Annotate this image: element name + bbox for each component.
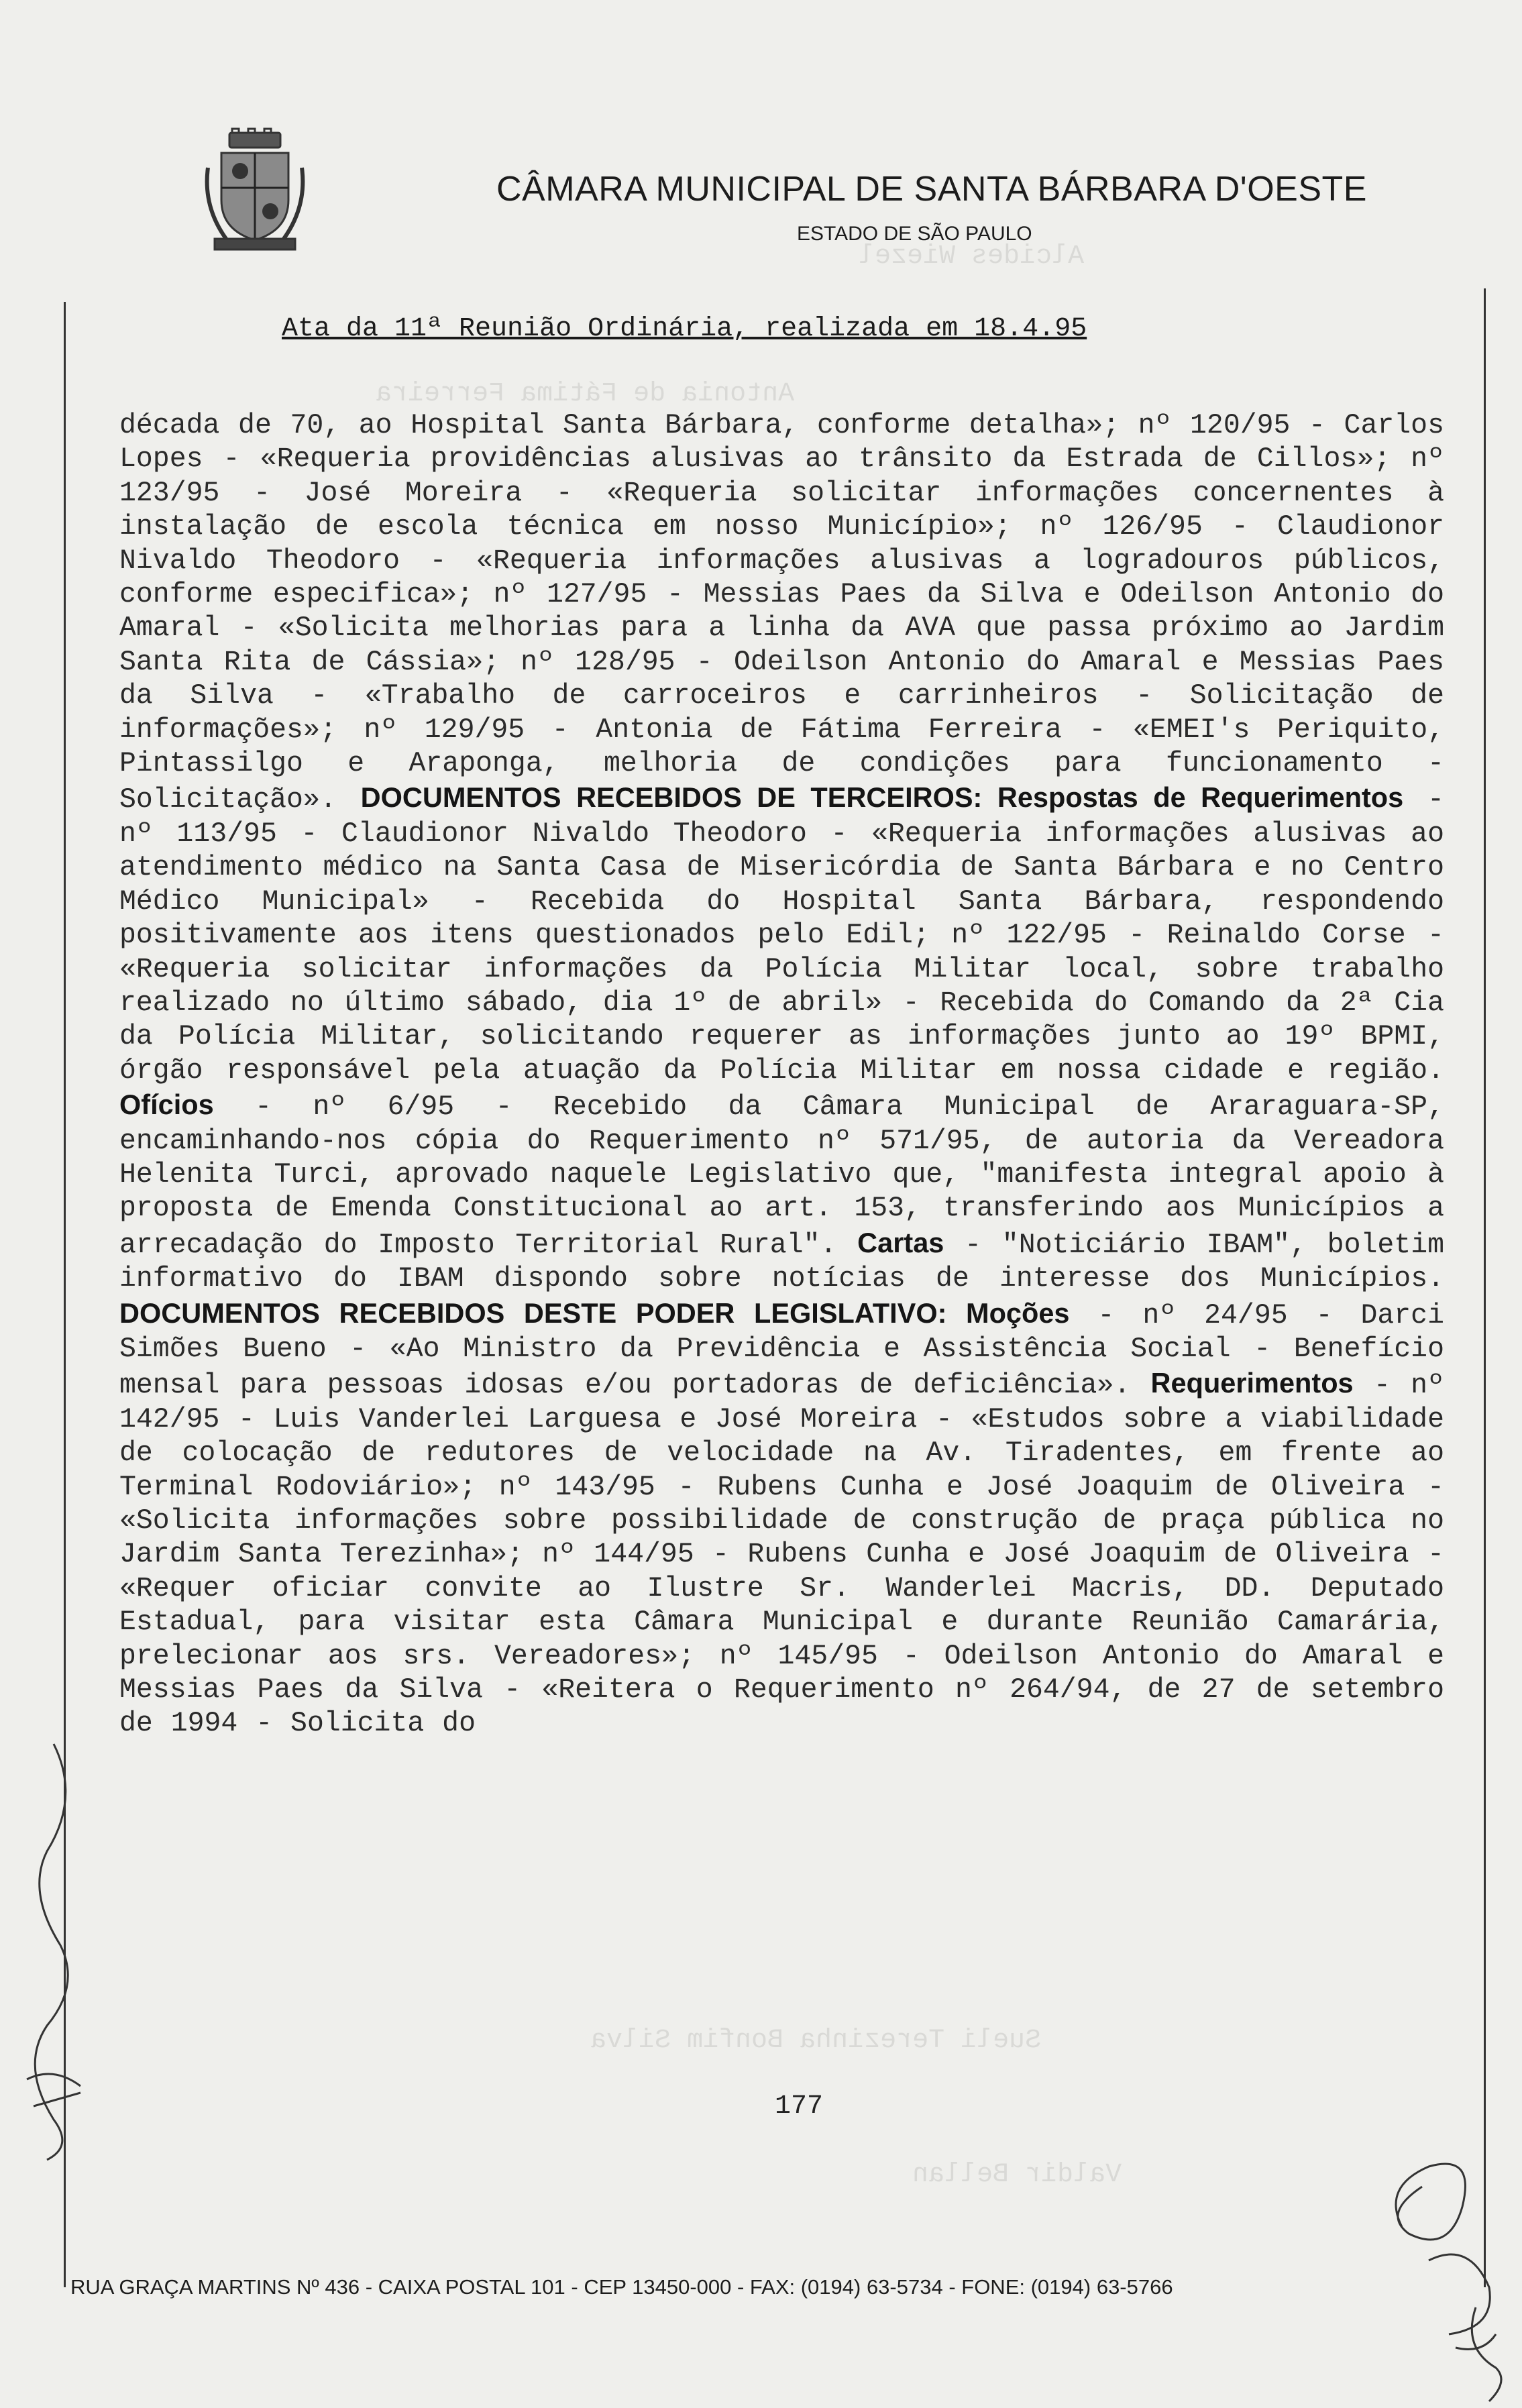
coat-of-arms-icon	[201, 127, 309, 255]
section-heading: DOCUMENTOS RECEBIDOS DE TERCEIROS: Respostas de Requerimentos	[360, 781, 1404, 814]
section-heading: Requerimentos	[1150, 1367, 1354, 1399]
section-heading: Cartas	[857, 1226, 944, 1258]
section-heading: Ofícios	[119, 1089, 214, 1121]
body-segment: - "Noticiário IBAM", boletim informativo do IBAM dispondo sobre notícias de interesse dos Municípios.	[119, 1229, 1445, 1295]
margin-line-right	[1484, 288, 1486, 2287]
minutes-title: Ata da 11ª Reunião Ordinária, realizada em 18.4.95	[282, 314, 1087, 344]
footer-address: RUA GRAÇA MARTINS Nº 436 - CAIXA POSTAL 101 - CEP 13450-000 - FAX: (0194) 63-5734 - FONE: (0194) 63-5766	[70, 2275, 1173, 2299]
page-number: 177	[775, 2091, 824, 2122]
body-segment: - nº 24/95 - Darci Simões Bueno - «Ao Ministro da Previdência e Assistência Social - Benefício mensal para pessoas idosas e/ou portadoras de deficiência».	[119, 1299, 1444, 1402]
minutes-body	[119, 409, 1444, 1741]
show-through-text: Antonia de Fátima Ferreira	[376, 379, 795, 409]
signature-right	[1375, 2093, 1516, 2408]
body-segment: - nº 142/95 - Luis Vanderlei Larguesa e José Moreira - «Estudos sobre a viabilidade de colocação de redutores de velocidade na Av. Tiradentes, em frente ao Terminal Rodoviário»; nº 143/95 - Rubens Cunha e José Joaquim de Oliveira - «Solicita informações sobre possibilidade de construção de praça pública no Jardim Santa Terezinha»; nº 144/95 - Rubens Cunha e José Joaquim de Oliveira - «Requer oficiar convite ao Ilustre Sr. Wanderlei Macris, DD. Deputado Estadual, para visitar esta Câmara Municipal e durante Reunião Camarária, prelecionar aos srs. Vereadores»; nº 145/95 - Odeilson Antonio do Amaral e Messias Paes da Silva - «Reitera o Requerimento nº 264/94, de 27 de setembro de 1994 - Solicita do	[119, 1370, 1444, 1740]
body-segment: década de 70, ao Hospital Santa Bárbara, conforme detalha»; nº 120/95 - Carlos Lopes - «Requeria providências alusivas ao trânsito da Estrada de Cillos»; nº 123/95 - José Moreira - «Requeria solicitar informações concernentes à instalação de escola técnica em nosso Município»; nº 126/95 - Claudionor Nivaldo Theodoro - «Requeria informações alusivas a logradouros públicos, conforme especifica»; nº 127/95 - Messias Paes da Silva e Odeilson Antonio do Amaral - «Solicita melhorias para a linha da AVA que passa próximo ao Jardim Santa Rita de Cássia»; nº 128/95 - Odeilson Antonio do Amaral e Messias Paes da Silva - «Trabalho de carroceiros e carrinheiros - Solicitação de informações»; nº 129/95 - Antonia de Fátima Ferreira - «EMEI's Periquito, Pintassilgo e Araponga, melhoria de condições para funcionamento - Solicitação».	[119, 410, 1444, 816]
show-through-text: Sueli Terezinha Bonfim Silva	[590, 2026, 1042, 2056]
section-heading: DOCUMENTOS RECEBIDOS DESTE PODER LEGISLATIVO: Moções	[119, 1297, 1070, 1329]
show-through-text: Alcides Wiezel	[859, 241, 1085, 272]
signature-left	[13, 1704, 101, 2173]
institution-name: CÂMARA MUNICIPAL DE SANTA BÁRBARA D'OESTE	[496, 170, 1367, 209]
body-segment: - nº 6/95 - Recebido da Câmara Municipal de Araraguara-SP, encaminhando-nos cópia do Requerimento nº 571/95, de autoria da Vereadora Helenita Turci, aprovado naquele Legislativo que, "manifesta integral apoio à proposta de Emenda Constitucional ao art. 153, transferindo aos Municípios a arrecadação do Imposto Territorial Rural".	[119, 1091, 1444, 1261]
body-segment: - nº 113/95 - Claudionor Nivaldo Theodoro - «Requeria informações alusivas ao atendimento médico na Santa Casa de Misericórdia de Santa Bárbara e no Centro Médico Municipal» - Recebida do Hospital Santa Bárbara, respondendo positivamente aos itens questionados pelo Edil; nº 122/95 - Reinaldo Corse - «Requeria solicitar informações da Polícia Militar local, sobre trabalho realizado no último sábado, dia 1º de abril» - Recebida do Comando da 2ª Cia da Polícia Militar, solicitando requerer as informações junto ao 19º BPMI, órgão responsável pela atuação da Polícia Militar em nossa cidade e região.	[119, 784, 1444, 1087]
state-name: ESTADO DE SÃO PAULO	[797, 223, 1032, 245]
show-through-text: Valdir Bellan	[912, 2160, 1122, 2190]
